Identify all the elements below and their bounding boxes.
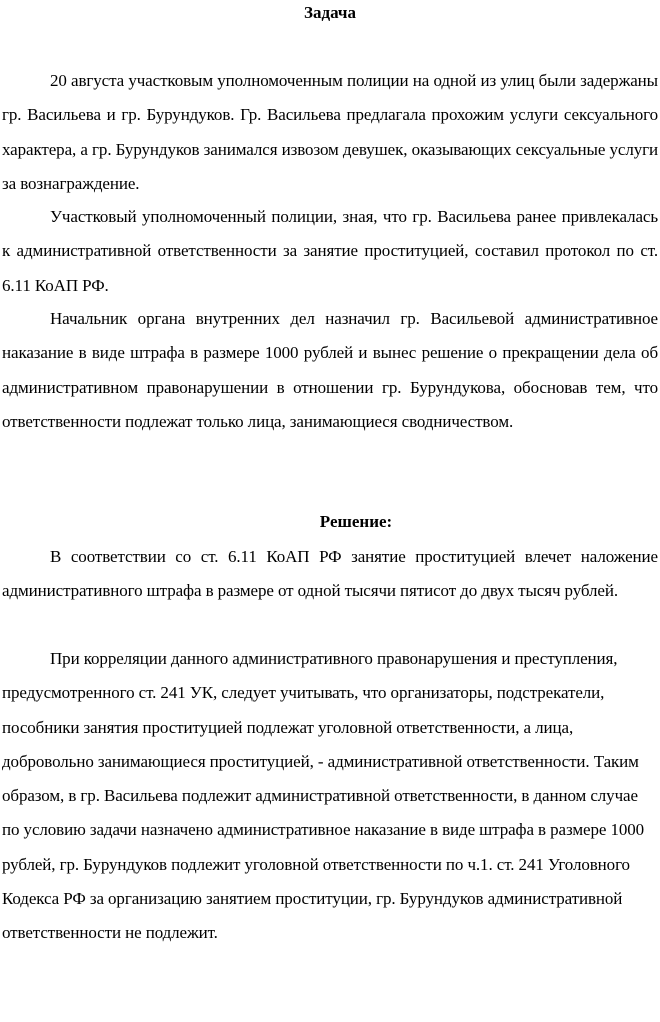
task-paragraph-3: Начальник органа внутренних дел назначил гр. Васильевой административное наказание в виде штрафа в размере 1000 рублей и вынес решение о прекращении дела об административном правонарушении в отношении гр. Бурундукова, обосновав тем, что ответственности подлежат только лица, занимающиеся сводничеством. xyxy=(2,309,658,431)
task-heading: Задача xyxy=(304,3,356,22)
solution-paragraph-1: В соответствии со ст. 6.11 КоАП РФ занятие проституцией влечет наложение административного штрафа в размере от одной тысячи пятисот до двух тысяч рублей. xyxy=(2,547,658,601)
solution-heading: Решение: xyxy=(319,512,393,531)
task-paragraph-1: 20 августа участковым уполномоченным полиции на одной из улиц были задержаны гр. Васильева и гр. Бурундуков. Гр. Васильева предлагала прохожим услуги сексуального характера, а гр. Бурундуков занимался извозом девушек, оказывающих сексуальные услуги за вознаграждение. xyxy=(2,71,658,193)
task-paragraph-2: Участковый уполномоченный полиции, зная, что гр. Васильева ранее привлекалась к административной ответственности за занятие проституцией, составил протокол по ст. 6.11 КоАП РФ. xyxy=(2,207,658,295)
solution-paragraph-2: При корреляции данного административного правонарушения и преступления, предусмотренного ст. 241 УК, следует учитывать, что организаторы, подстрекатели, пособники занятия проституцией подлежат уголовной ответственности, а лица, добровольно занимающиеся проституцией, - административной ответственности. Таким образом, в гр. Васильева подлежит административной ответственности, в данном случае по условию задачи назначено административное наказание в виде штрафа в размере 1000 рублей, гр. Бурундуков подлежит уголовной ответственности по ч.1. ст. 241 Уголовного Кодекса РФ за организацию занятием проституции, гр. Бурундуков административной ответственности не подлежит. xyxy=(2,649,645,943)
